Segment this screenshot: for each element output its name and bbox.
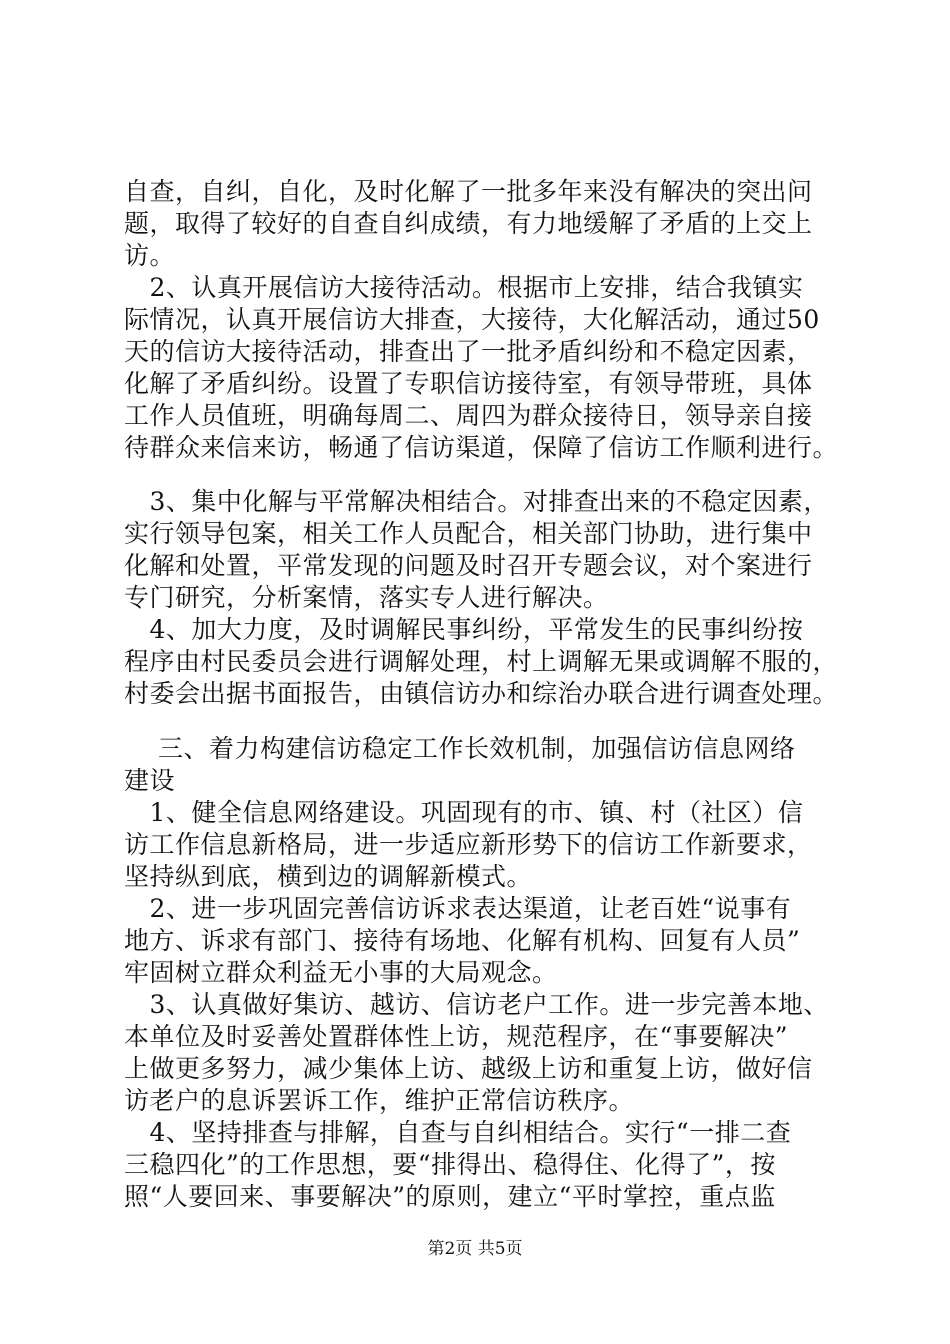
section-heading: 建设: [124, 766, 176, 795]
body-line: 4、坚持排查与排解，自查与自纠相结合。实行“一排二查: [124, 1118, 792, 1147]
body-line: 牢固树立群众利益无小事的大局观念。: [124, 958, 558, 987]
body-line: 3、认真做好集访、越访、信访老户工作。进一步完善本地、: [124, 990, 829, 1019]
body-line: 三稳四化”的工作思想，要“排得出、稳得住、化得了”，按: [124, 1150, 776, 1179]
body-line: 天的信访大接待活动，排查出了一批矛盾纠纷和不稳定因素，: [124, 337, 813, 366]
body-line: 坚持纵到底，横到边的调解新模式。: [124, 862, 533, 891]
body-line: 2、进一步巩固完善信访诉求表达渠道，让老百姓“说事有: [124, 894, 792, 923]
body-line: 4、加大力度，及时调解民事纠纷，平常发生的民事纠纷按: [124, 615, 804, 644]
body-line: 际情况，认真开展信访大排查，大接待，大化解活动，通过50: [124, 305, 820, 334]
body-line: 待群众来信来访，畅通了信访渠道，保障了信访工作顺利进行。: [124, 433, 839, 462]
body-line: 1、健全信息网络建设。巩固现有的市、镇、村（社区）信: [124, 798, 804, 827]
body-line: 程序由村民委员会进行调解处理，村上调解无果或调解不服的，: [124, 647, 839, 676]
section-heading: 三、着力构建信访稳定工作长效机制，加强信访信息网络: [124, 734, 796, 763]
body-line: 2、认真开展信访大接待活动。根据市上安排，结合我镇实: [124, 273, 804, 302]
body-line: 照“人要回来、事要解决”的原则，建立“平时掌控，重点监: [124, 1182, 776, 1211]
body-line: 化解和处置，平常发现的问题及时召开专题会议，对个案进行: [124, 551, 813, 580]
body-line: 化解了矛盾纠纷。设置了专职信访接待室，有领导带班，具体: [124, 369, 813, 398]
body-line: 村委会出据书面报告，由镇信访办和综治办联合进行调查处理。: [124, 679, 839, 708]
body-line: 实行领导包案，相关工作人员配合，相关部门协助，进行集中: [124, 519, 813, 548]
body-line: 访。: [124, 241, 176, 270]
body-line: 专门研究，分析案情，落实专人进行解决。: [124, 583, 609, 612]
body-line: 本单位及时妥善处置群体性上访，规范程序，在“事要解决”: [124, 1022, 789, 1051]
body-line: 上做更多努力，减少集体上访、越级上访和重复上访，做好信: [124, 1054, 813, 1083]
body-line: 自查，自纠，自化，及时化解了一批多年来没有解决的突出问: [124, 177, 813, 206]
body-line: 3、集中化解与平常解决相结合。对排查出来的不稳定因素，: [124, 487, 829, 516]
body-line: 工作人员值班，明确每周二、周四为群众接待日，领导亲自接: [124, 401, 813, 430]
page-footer: 第2页 共5页: [427, 1239, 523, 1259]
body-line: 地方、诉求有部门、接待有场地、化解有机构、回复有人员”: [124, 926, 801, 955]
body-line: 访工作信息新格局，进一步适应新形势下的信访工作新要求，: [124, 830, 813, 859]
body-line: 题，取得了较好的自查自纠成绩，有力地缓解了矛盾的上交上: [124, 209, 813, 238]
body-line: 访老户的息诉罢诉工作，维护正常信访秩序。: [124, 1086, 635, 1115]
